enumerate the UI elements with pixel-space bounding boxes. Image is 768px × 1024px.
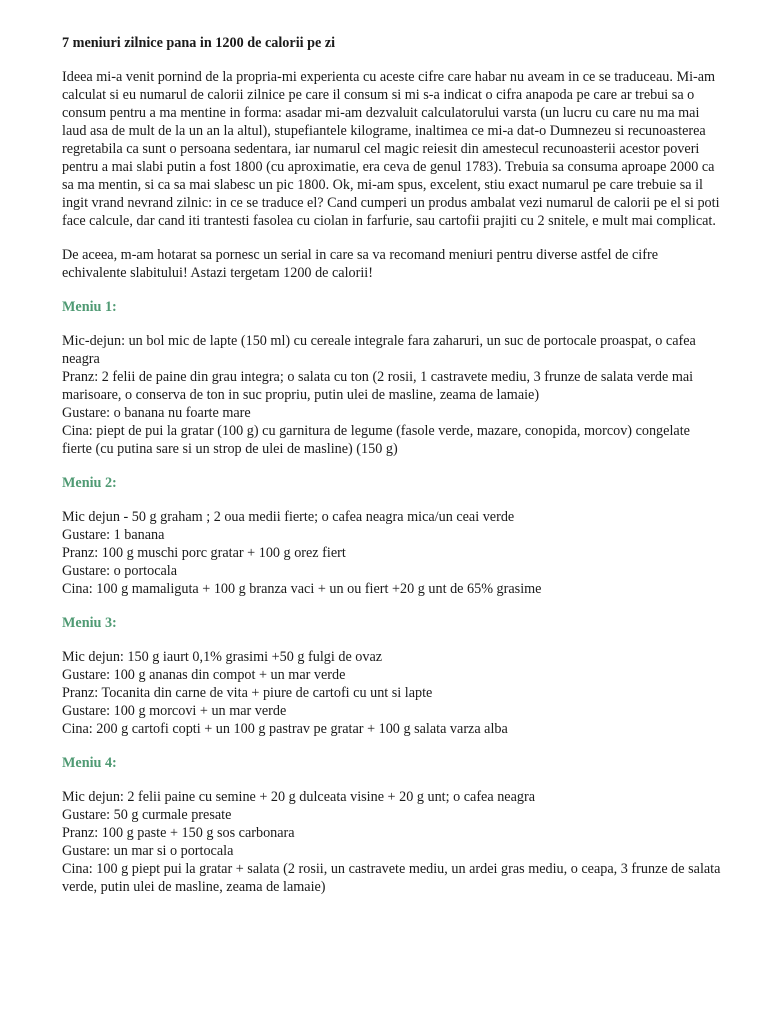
menu-line: Gustare: un mar si o portocala <box>62 843 234 859</box>
menu-heading: Meniu 1: <box>62 299 117 315</box>
document-title: 7 meniuri zilnice pana in 1200 de calorii pe zi <box>62 35 336 51</box>
menu-heading: Meniu 2: <box>62 475 117 491</box>
menu-block <box>62 508 722 598</box>
document-page <box>62 34 722 912</box>
intro-paragraph: De aceea, m-am hotarat sa pornesc un serial in care sa va recomand meniuri pentru diverse astfel de cifre echivalente slabitului! Astazi tergetam 1200 de calorii! <box>62 247 658 281</box>
menu-line: Cina: 200 g cartofi copti + un 100 g pastrav pe gratar + 100 g salata varza alba <box>62 721 508 737</box>
menu-line: Pranz: 100 g muschi porc gratar + 100 g orez fiert <box>62 545 346 561</box>
intro-paragraph: Ideea mi-a venit pornind de la propria-mi experienta cu aceste cifre care habar nu aveam in ce se traduceau. Mi-am calculat si eu numarul de calorii zilnice pe care il consum si mi s-a indicat o cifra anapoda pe care ar trebui sa o consum pentru a ma mentine in forma: asadar mi-am dezvaluit calculatorului varsta (un lucru cu care nu ma mai laud asa de mult de la un an la altul), stupefiantele kilograme, inaltimea ce mi-a dat-o Dumnezeu si recunoasterea regretabila ca sunt o persoana sedentara, iar numarul cel magic reiesit din amestecul recunoasterii acestor poveri pentru a mai slabi putin a fost 1800 (cu aproximatie, era ceva de genul 1783). Trebuia sa consuma aproape 2000 ca sa ma mentin, si ca sa mai slabesc un pic 1800. Ok, mi-am spus, excelent, stiu exact numarul pe care trebuie sa il ingit vrand nevrand zilnic: in ce se traduce el? Cand cumperi un produs ambalat vezi numarul de calorii pe el si poti face calcule, dar cand iti trantesti fasolea cu ciolan in farfurie, sau cartofii prajiti cu 2 snitele, e mult mai complicat. <box>62 69 720 229</box>
menu-block <box>62 332 722 458</box>
menu-line: Gustare: 100 g morcovi + un mar verde <box>62 703 287 719</box>
menu-block <box>62 788 722 896</box>
menu-line: Pranz: 100 g paste + 150 g sos carbonara <box>62 825 295 841</box>
menu-line: Cina: 100 g piept pui la gratar + salata (2 rosii, un castravete mediu, un ardei gras mediu, o ceapa, 3 frunze de salata verde, putin ulei de masline, zeama de lamaie) <box>62 861 721 895</box>
menu-heading: Meniu 3: <box>62 615 117 631</box>
menu-line: Gustare: 100 g ananas din compot + un mar verde <box>62 667 346 683</box>
menu-line: Pranz: Tocanita din carne de vita + piure de cartofi cu unt si lapte <box>62 685 433 701</box>
menu-line: Gustare: 1 banana <box>62 527 165 543</box>
menu-line: Pranz: 2 felii de paine din grau integra; o salata cu ton (2 rosii, 1 castravete mediu, 3 frunze de salata verde mai marisoare, o conserva de ton in suc propriu, putin ulei de masline, zeama de lamaie) <box>62 369 694 403</box>
menu-line: Mic dejun: 150 g iaurt 0,1% grasimi +50 g fulgi de ovaz <box>62 649 383 665</box>
menu-line: Mic-dejun: un bol mic de lapte (150 ml) cu cereale integrale fara zaharuri, un suc de portocale proaspat, o cafea neagra <box>62 333 696 367</box>
menu-line: Gustare: 50 g curmale presate <box>62 807 232 823</box>
menu-heading: Meniu 4: <box>62 755 117 771</box>
menu-line: Cina: piept de pui la gratar (100 g) cu garnitura de legume (fasole verde, mazare, conopida, morcov) congelate fierte (cu putina sare si un strop de ulei de masline) (150 g) <box>62 423 690 457</box>
menu-line: Gustare: o portocala <box>62 563 178 579</box>
menu-line: Gustare: o banana nu foarte mare <box>62 405 251 421</box>
menu-line: Cina: 100 g mamaliguta + 100 g branza vaci + un ou fiert +20 g unt de 65% grasime <box>62 581 542 597</box>
menu-line: Mic dejun: 2 felii paine cu semine + 20 g dulceata visine + 20 g unt; o cafea neagra <box>62 789 535 805</box>
menu-block <box>62 648 722 738</box>
menu-line: Mic dejun - 50 g graham ; 2 oua medii fierte; o cafea neagra mica/un ceai verde <box>62 509 515 525</box>
